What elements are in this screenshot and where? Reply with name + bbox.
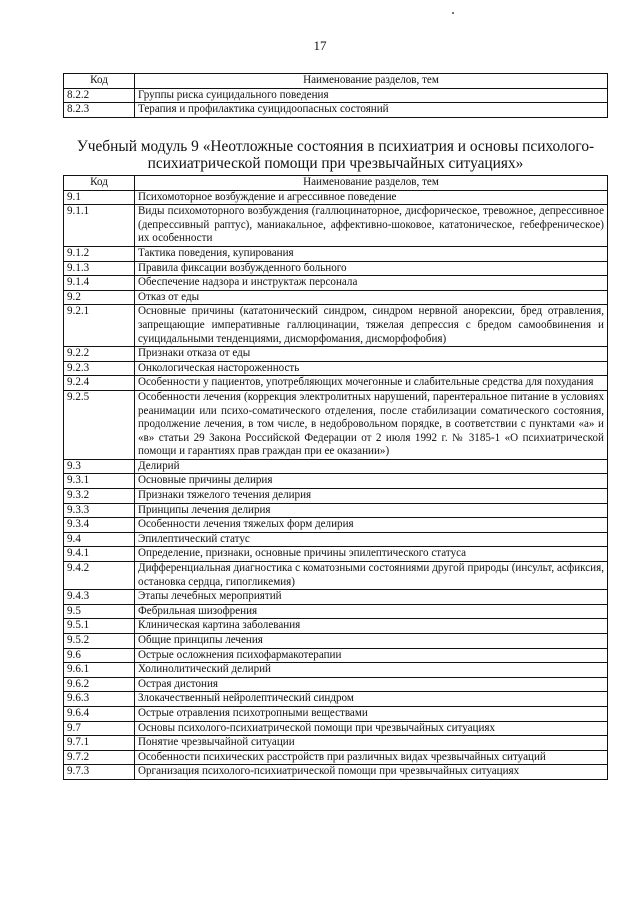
row-code: 9.7.3: [64, 765, 135, 780]
table-row: [64, 706, 608, 721]
name-column-header: Наименование разделов, тем: [135, 176, 608, 191]
row-code: 9.1.3: [64, 261, 135, 276]
row-topic-name: Психомоторное возбуждение и агрессивное поведение: [135, 190, 608, 205]
table-row: [64, 634, 608, 649]
row-topic-name: Правила фиксации возбужденного больного: [135, 261, 608, 276]
row-topic-name: Признаки отказа от еды: [135, 347, 608, 362]
table-row: [64, 347, 608, 362]
row-code: 9.7.1: [64, 736, 135, 751]
row-topic-name: Острые отравления психотропными веществами: [135, 706, 608, 721]
row-code: 9.5.1: [64, 619, 135, 634]
table-row: [64, 736, 608, 751]
row-topic-name: Общие принципы лечения: [135, 634, 608, 649]
table-row: [64, 721, 608, 736]
table-row: [64, 246, 608, 261]
table-row: [64, 276, 608, 291]
row-topic-name: Организация психолого-психиатрической помощи при чрезвычайных ситуациях: [135, 765, 608, 780]
scan-speck: [452, 12, 454, 14]
table-row: [64, 290, 608, 305]
row-topic-name: Группы риска суицидального поведения: [135, 88, 608, 103]
row-topic-name: Отказ от еды: [135, 290, 608, 305]
table-row: [64, 532, 608, 547]
table-row: [64, 677, 608, 692]
row-code: 9.4.2: [64, 562, 135, 590]
row-topic-name: Тактика поведения, купирования: [135, 246, 608, 261]
table-row: [64, 361, 608, 376]
row-topic-name: Виды психомоторного возбуждения (галлюцинаторное, дисфорическое, тревожное, депрессивное (депрессивный раптус), маниакальное, аффективно-шоковое, кататоническое, гебефреническое) их особенности: [135, 205, 608, 247]
table-row: [64, 590, 608, 605]
row-topic-name: Эпилептический статус: [135, 532, 608, 547]
row-code: 9.5: [64, 604, 135, 619]
row-topic-name: Основные причины (кататонический синдром, синдром нервной анорексии, бред отравления, запрещающие императивные галлюцинации, тяжелая депрессия с бредом самообвинения и суицидальными тенденциями, дисморфомания, дисморфофобия): [135, 305, 608, 347]
table-row: [64, 205, 608, 247]
row-code: 9.6: [64, 648, 135, 663]
row-topic-name: Определение, признаки, основные причины эпилептического статуса: [135, 547, 608, 562]
row-code: 9.3.1: [64, 474, 135, 489]
table-row: [64, 261, 608, 276]
table-row: [64, 663, 608, 678]
row-topic-name: Основные причины делирия: [135, 474, 608, 489]
table-row: [64, 459, 608, 474]
row-topic-name: Фебрильная шизофрения: [135, 604, 608, 619]
table-row: [64, 503, 608, 518]
row-code: 9.1.1: [64, 205, 135, 247]
table-header-row: [64, 176, 608, 191]
row-code: 9.2: [64, 290, 135, 305]
row-code: 8.2.3: [64, 103, 135, 118]
row-code: 9.4.3: [64, 590, 135, 605]
row-code: 9.5.2: [64, 634, 135, 649]
table-row: [64, 648, 608, 663]
table-row: [64, 376, 608, 391]
table-row: [64, 518, 608, 533]
name-column-header: Наименование разделов, тем: [135, 74, 608, 89]
row-code: 9.6.2: [64, 677, 135, 692]
table-row: [64, 305, 608, 347]
row-topic-name: Признаки тяжелого течения делирия: [135, 489, 608, 504]
row-code: 9.1: [64, 190, 135, 205]
page-number: 17: [313, 38, 327, 53]
table-row: [64, 765, 608, 780]
row-topic-name: Принципы лечения делирия: [135, 503, 608, 518]
table-row: [64, 103, 608, 118]
row-code: 9.2.3: [64, 361, 135, 376]
row-topic-name: Клиническая картина заболевания: [135, 619, 608, 634]
table-row: [64, 692, 608, 707]
code-column-header: Код: [64, 74, 135, 89]
topics-table-module-9: [63, 175, 608, 780]
row-topic-name: Особенности лечения тяжелых форм делирия: [135, 518, 608, 533]
table-row: [64, 619, 608, 634]
table-row: [64, 604, 608, 619]
row-topic-name: Острые осложнения психофармакотерапии: [135, 648, 608, 663]
table-row: [64, 562, 608, 590]
table-row: [64, 489, 608, 504]
row-code: 9.2.2: [64, 347, 135, 362]
row-code: 9.6.4: [64, 706, 135, 721]
row-topic-name: Онкологическая настороженность: [135, 361, 608, 376]
row-topic-name: Этапы лечебных мероприятий: [135, 590, 608, 605]
table-header-row: [64, 74, 608, 89]
row-code: 9.1.4: [64, 276, 135, 291]
table-row: [64, 88, 608, 103]
row-code: 9.3: [64, 459, 135, 474]
row-code: 9.3.2: [64, 489, 135, 504]
table-row: [64, 750, 608, 765]
row-topic-name: Особенности психических расстройств при различных видах чрезвычайных ситуаций: [135, 750, 608, 765]
code-column-header: Код: [64, 176, 135, 191]
row-topic-name: Основы психолого-психиатрической помощи при чрезвычайных ситуациях: [135, 721, 608, 736]
row-code: 9.7: [64, 721, 135, 736]
row-code: 9.6.3: [64, 692, 135, 707]
row-code: 9.4.1: [64, 547, 135, 562]
row-code: 8.2.2: [64, 88, 135, 103]
row-code: 9.6.1: [64, 663, 135, 678]
topics-table-module-8: [63, 73, 608, 118]
row-topic-name: Злокачественный нейролептический синдром: [135, 692, 608, 707]
row-code: 9.3.4: [64, 518, 135, 533]
row-topic-name: Терапия и профилактика суицидоопасных состояний: [135, 103, 608, 118]
row-code: 9.7.2: [64, 750, 135, 765]
table-row: [64, 474, 608, 489]
table-row: [64, 190, 608, 205]
row-code: 9.3.3: [64, 503, 135, 518]
row-code: 9.1.2: [64, 246, 135, 261]
row-topic-name: Особенности лечения (коррекция электролитных нарушений, парентеральное питание в условиях реанимации или психо-соматического отделения, после стабилизации соматического состояния, продолжение лечения, в том числе, в недобровольном порядке, в соответствии с пунктами «а» и «в» статьи 29 Закона Российской Федерации от 2 июля 1992 г. № 3185-1 «О психиатрической помощи и гарантиях прав граждан при ее оказании»): [135, 390, 608, 459]
row-topic-name: Понятие чрезвычайной ситуации: [135, 736, 608, 751]
table-row: [64, 390, 608, 459]
row-topic-name: Дифференциальная диагностика с коматозными состояниями другой природы (инсульт, асфиксия, остановка сердца, гипогликемия): [135, 562, 608, 590]
row-code: 9.2.1: [64, 305, 135, 347]
row-topic-name: Острая дистония: [135, 677, 608, 692]
row-topic-name: Особенности у пациентов, употребляющих мочегонные и слабительные средства для похудания: [135, 376, 608, 391]
row-topic-name: Обеспечение надзора и инструктаж персонала: [135, 276, 608, 291]
row-code: 9.4: [64, 532, 135, 547]
row-code: 9.2.5: [64, 390, 135, 459]
row-topic-name: Холинолитический делирий: [135, 663, 608, 678]
table-row: [64, 547, 608, 562]
row-topic-name: Делирий: [135, 459, 608, 474]
row-code: 9.2.4: [64, 376, 135, 391]
module-9-title: Учебный модуль 9 «Неотложные состояния в психиатрия и основы психолого-психиатрической помощи при чрезвычайных ситуациях»: [76, 138, 595, 172]
